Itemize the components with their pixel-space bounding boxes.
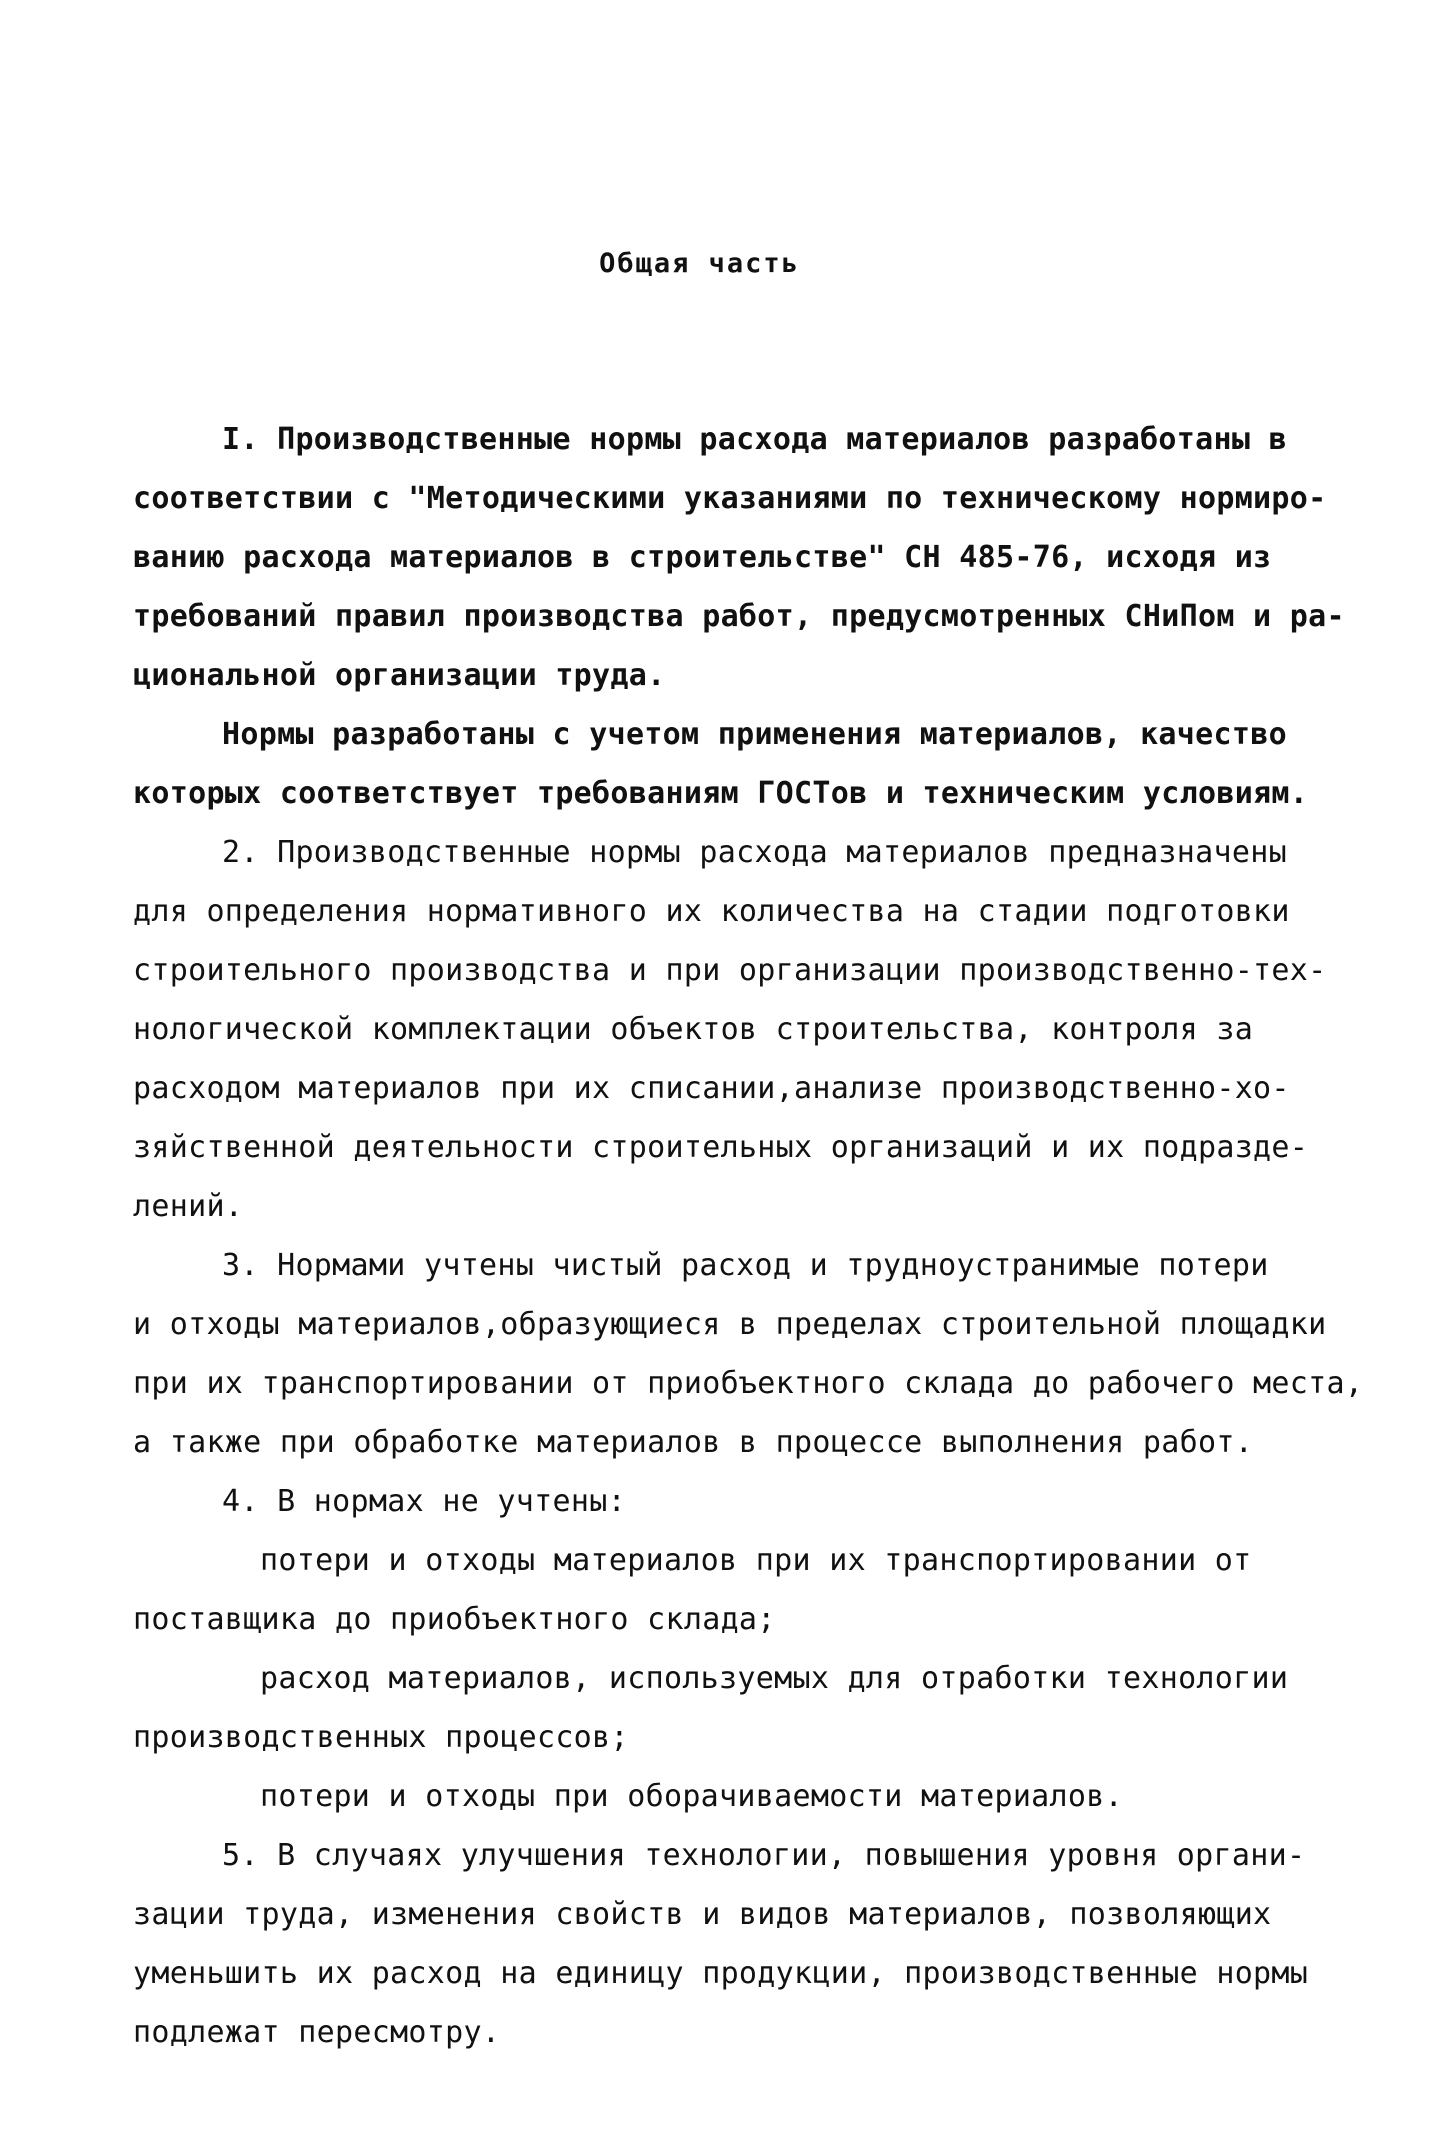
paragraph-5-line: подлежат пересмотру. [133, 2015, 501, 2050]
paragraph-3-line: 3. Нормами учтены чистый расход и трудноустранимые потери [222, 1248, 1269, 1283]
paragraph-2-line: лений. [133, 1189, 244, 1224]
paragraph-3-line: при их транспортировании от приобъектного склада до рабочего места, [133, 1366, 1364, 1401]
paragraph-1-line: циональной организации труда. [133, 658, 666, 693]
paragraph-1-line: I. Производственные нормы расхода материалов разработаны в [222, 422, 1287, 457]
paragraph-1-line: соответствии с "Методическими указаниями по техническому нормиро- [133, 481, 1327, 516]
paragraph-4-item-line: потери и отходы материалов при их транспортировании от [260, 1543, 1252, 1578]
paragraph-5-line: 5. В случаях улучшения технологии, повышения уровня органи- [222, 1838, 1306, 1873]
paragraph-2-line: нологической комплектации объектов строительства, контроля за [133, 1012, 1254, 1047]
paragraph-5-line: зации труда, изменения свойств и видов материалов, позволяющих [133, 1897, 1272, 1932]
paragraph-3-line: и отходы материалов,образующиеся в пределах строительной площадки [133, 1307, 1327, 1342]
paragraph-2-line: зяйственной деятельности строительных организаций и их подразде- [133, 1130, 1309, 1165]
paragraph-1-line: ванию расхода материалов в строительстве" СН 485-76, исходя из [133, 540, 1272, 575]
paragraph-4-item-line: расход материалов, используемых для отработки технологии [260, 1661, 1289, 1696]
paragraph-1-line: требований правил производства работ, предусмотренных СНиПом и ра- [133, 599, 1345, 634]
paragraph-2-line: строительного производства и при организации производственно-тех- [133, 953, 1327, 988]
paragraph-4-item-line: потери и отходы при оборачиваемости материалов. [260, 1779, 1123, 1814]
paragraph-1b-line: которых соответствует требованиям ГОСТов и техническим условиям. [133, 776, 1309, 811]
paragraph-2-line: расходом материалов при их списании,анализе производственно-хо- [133, 1071, 1290, 1106]
paragraph-2-line: для определения нормативного их количества на стадии подготовки [133, 894, 1290, 929]
paragraph-1b-line: Нормы разработаны с учетом применения материалов, качество [222, 717, 1287, 752]
paragraph-4-item-line: поставщика до приобъектного склада; [133, 1602, 776, 1637]
paragraph-3-line: а также при обработке материалов в процессе выполнения работ. [133, 1425, 1254, 1460]
paragraph-5-line: уменьшить их расход на единицу продукции, производственные нормы [133, 1956, 1309, 1991]
paragraph-2-line: 2. Производственные нормы расхода материалов предназначены [222, 835, 1287, 870]
paragraph-4-line: 4. В нормах не учтены: [222, 1484, 626, 1519]
paragraph-4-item-line: производственных процессов; [133, 1720, 629, 1755]
page-title: Общая часть [599, 248, 800, 279]
